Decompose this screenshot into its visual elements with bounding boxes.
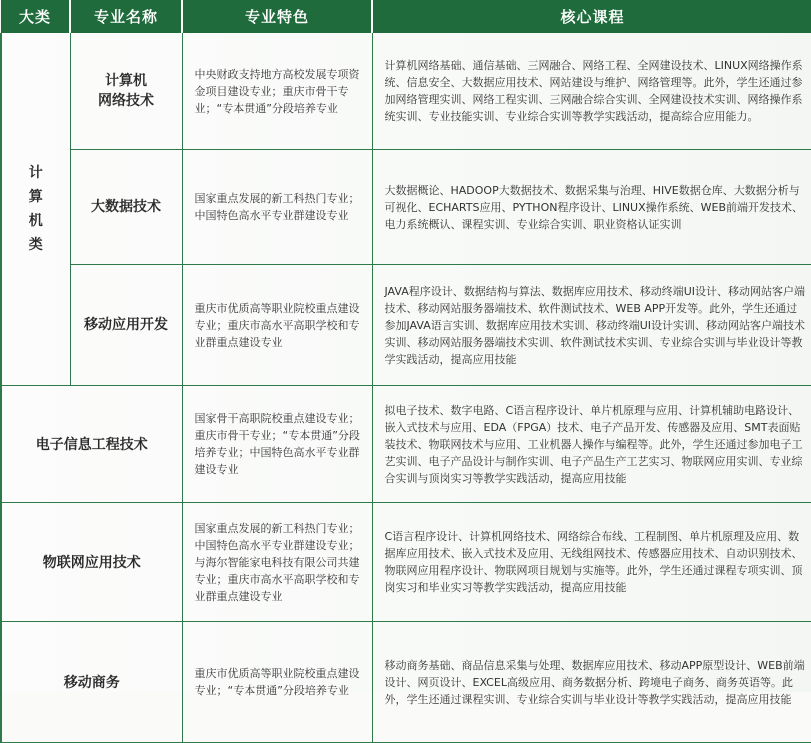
major-feature: 国家骨干高职院校重点建设专业；重庆市骨干专业；“专本贯通”分段培养专业；中国特色高水平专业群建设专业	[182, 386, 372, 503]
header-core-courses: 核心课程	[372, 0, 811, 33]
header-major-feature: 专业特色	[182, 0, 372, 33]
category-char: 类	[28, 237, 43, 253]
category-computer-cell	[1, 33, 70, 386]
core-courses: 计算机网络基础、通信基础、三网融合、网络工程、全网建设技术、LINUX网络操作系统、信息安全、大数据应用技术、网站建设与维护、网络管理等。此外，学生还通过参加网络管理实训、网络工程实训、三网融合综合实训、全网建设技术实训、网络操作系统实训、专业技能实训、专业综合实训等教学实践活动，提高综合应用能力。	[372, 33, 811, 150]
category-char: 算	[28, 189, 43, 205]
table-row	[1, 622, 811, 743]
major-feature: 重庆市优质高等职业院校重点建设专业；“专本贯通”分段培养专业	[182, 622, 372, 743]
category-char: 计	[28, 165, 43, 181]
table-row	[1, 386, 811, 503]
core-courses: JAVA程序设计、数据结构与算法、数据库应用技术、移动终端UI设计、移动网站客户端技术、移动网站服务器端技术、软件测试技术、WEB APP开发等。此外，学生还通过参加JAVA语言实训、数据库应用技术实训、移动终端UI设计实训、移动网站客户端技术实训、移动网站服务器端技术实训、软件测试技术实训、专业综合实训与毕业设计等教学实践活动，提高应用技能	[372, 265, 811, 386]
table-row	[1, 503, 811, 622]
core-courses: 拟电子技术、数字电路、C语言程序设计、单片机原理与应用、计算机辅助电路设计、嵌入式技术与应用、EDA（FPGA）技术、电子产品开发、传感器及应用、SMT表面贴装技术、物联网技术与应用、工业机器人操作与编程等。此外，学生还通过参加电子工艺实训、电子产品设计与制作实训、电子产品生产工艺实习、物联网应用实训、专业综合实训与顶岗实习等教学实践活动，提高应用技能	[372, 386, 811, 503]
table-row	[1, 33, 811, 150]
major-name: 物联网应用技术	[1, 503, 182, 622]
header-category: 大类	[1, 0, 70, 33]
core-courses: 大数据概论、HADOOP大数据技术、数据采集与治理、HIVE数据仓库、大数据分析与可视化、ECHARTS应用、PYTHON程序设计、LINUX操作系统、WEB前端开发技术、电力系统概认、课程实训、专业综合实训、职业资格认证实训	[372, 150, 811, 265]
major-feature: 中央财政支持地方高校发展专项资金项目建设专业；重庆市骨干专业；“专本贯通”分段培养专业	[182, 33, 372, 150]
major-feature: 重庆市优质高等职业院校重点建设专业；重庆市高水平高职学校和专业群重点建设专业	[182, 265, 372, 386]
table-header-row	[1, 0, 811, 33]
major-name: 大数据技术	[70, 150, 182, 265]
header-major-name: 专业名称	[70, 0, 182, 33]
core-courses: C语言程序设计、计算机网络技术、网络综合布线、工程制图、单片机原理及应用、数据库应用技术、嵌入式技术及应用、无线组网技术、传感器应用技术、自动识别技术、物联网应用程序设计、物联网项目规划与实施等。此外，学生还通过课程专项实训、顶岗实习和毕业实习等教学实践活动，提高应用技能	[372, 503, 811, 622]
major-name: 移动商务	[1, 622, 182, 743]
major-name: 电子信息工程技术	[1, 386, 182, 503]
major-feature: 国家重点发展的新工科热门专业；中国特色高水平专业群建设专业	[182, 150, 372, 265]
major-name: 计算机 网络技术	[70, 33, 182, 150]
major-feature: 国家重点发展的新工科热门专业；中国特色高水平专业群建设专业；与海尔智能家电科技有限公司共建专业；重庆市高水平高职学校和专业群重点建设专业	[182, 503, 372, 622]
category-char: 机	[28, 213, 43, 229]
major-name: 移动应用开发	[70, 265, 182, 386]
core-courses: 移动商务基础、商品信息采集与处理、数据库应用技术、移动APP原型设计、WEB前端设计、网页设计、EXCEL高级应用、商务数据分析、跨境电子商务、商务英语等。此外，学生还通过课程实训、专业综合实训与毕业设计等教学实践活动，提高应用技能	[372, 622, 811, 743]
table-row	[1, 265, 811, 386]
table-row	[1, 150, 811, 265]
